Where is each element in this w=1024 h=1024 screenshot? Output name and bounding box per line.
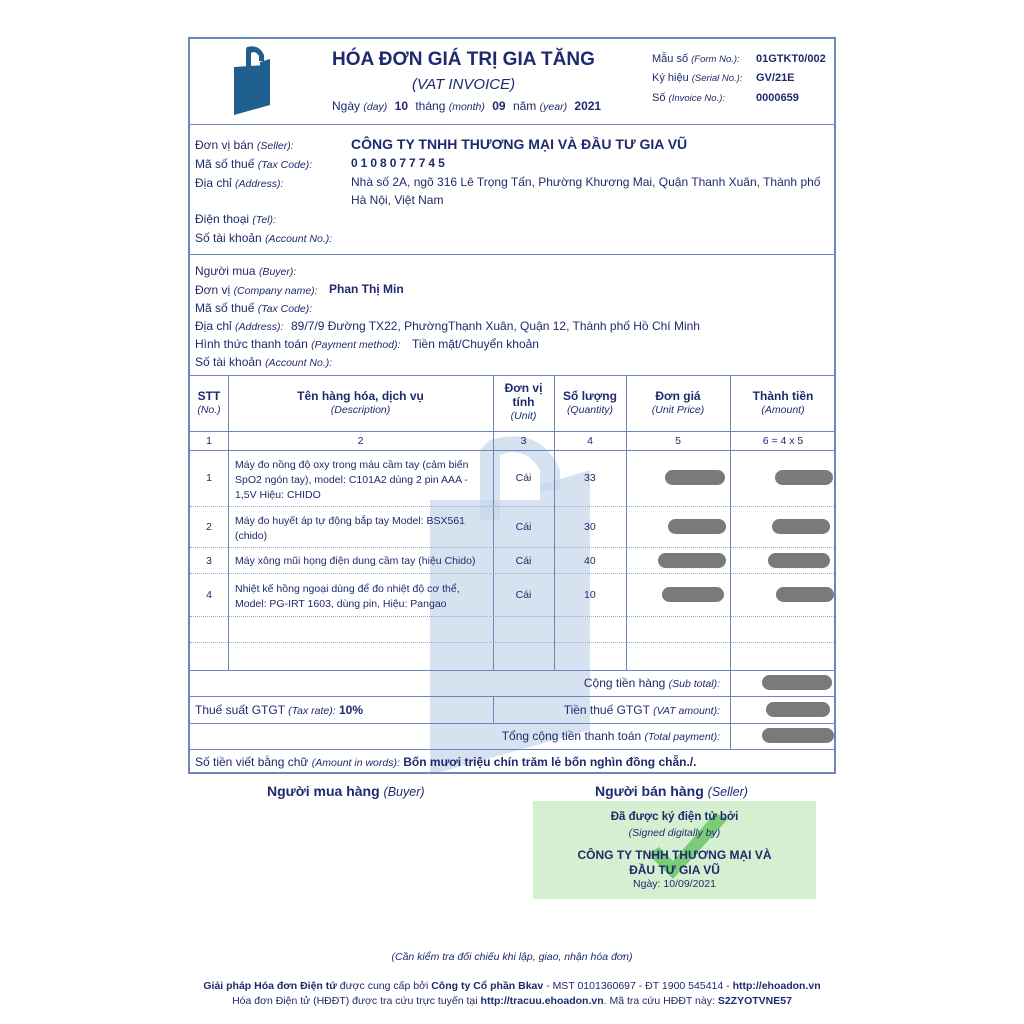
amount-in-words-row <box>190 750 834 774</box>
amount-in-words: Số tiền viết bằng chữ (Amount in words): Bốn mươi triệu chín trăm lẻ bốn nghìn đồng chẵn./. <box>195 755 697 769</box>
invoice-date: Ngày (day) 10 tháng (month) 09 năm (year) 2021 <box>332 99 602 113</box>
buyer-account-label: Số tài khoản (Account No.): <box>195 355 333 369</box>
buyer-signature-label: Người mua hàng (Buyer) <box>267 783 425 799</box>
buyer-address: 89/7/9 Đường TX22, PhườngThạnh Xuân, Quận 12, Thành phố Hồ Chí Minh <box>291 319 700 333</box>
vat-row <box>190 697 834 724</box>
redacted-subtotal <box>762 675 832 690</box>
redacted-amount <box>768 553 830 568</box>
buyer-address-label: Địa chỉ (Address): <box>195 319 284 333</box>
buyer-company-label: Đơn vị (Company name): <box>195 283 318 297</box>
subtotal-label: Cộng tiền hàng (Sub total): <box>583 676 720 690</box>
form-no: 01GTKT0/002 <box>756 53 826 65</box>
redacted-amount <box>772 519 830 534</box>
seller-name-label: Đơn vị bán (Seller): <box>195 138 294 152</box>
lookup-code: S2ZYOTVNE57 <box>717 995 792 1007</box>
footer-lookup-line: Hóa đơn Điện tử (HĐĐT) được tra cứu trực tuyến tại http://tracuu.ehoadon.vn. Mã tra cứu HĐĐT này: S2ZYOTVNE57 <box>232 995 792 1007</box>
seller-account-label: Số tài khoản (Account No.): <box>195 231 333 245</box>
seller-name: CÔNG TY TNHH THƯƠNG MẠI VÀ ĐẦU TƯ GIA VŨ <box>351 136 688 152</box>
row-unit: Cái <box>515 521 532 533</box>
header-quantity: Số lượng (Quantity) <box>563 389 617 416</box>
seller-signature-label: Người bán hàng (Seller) <box>595 783 748 799</box>
signer-name-2: ĐẦU TƯ GIA VŨ <box>629 863 720 877</box>
header-stt: STT (No.) <box>197 389 221 416</box>
signer-name-1: CÔNG TY TNHH THƯƠNG MẠI VÀ <box>577 848 772 862</box>
digital-signature-box <box>533 801 816 899</box>
header-amount: Thành tiền (Amount) <box>752 389 814 416</box>
redacted-price <box>658 553 726 568</box>
redacted-vat <box>766 702 830 717</box>
row-quantity: 40 <box>584 555 596 567</box>
redacted-total <box>762 728 834 743</box>
buyer-tax-label: Mã số thuế (Tax Code): <box>195 301 313 315</box>
seller-address-line1: Nhà số 2A, ngõ 316 Lê Trọng Tấn, Phường Khương Mai, Quận Thanh Xuân, Thành phố <box>351 175 821 189</box>
redacted-price <box>668 519 726 534</box>
buyer-label: Người mua (Buyer): <box>195 264 297 278</box>
tax-rate: 10% <box>338 703 363 717</box>
footer-provider-line: Giải pháp Hóa đơn Điện tử được cung cấp bởi Công ty Cổ phần Bkav - MST 0101360697 - ĐT 1900 545414 - http://ehoadon.vn <box>203 980 821 992</box>
row-stt: 4 <box>206 589 212 601</box>
redacted-amount <box>775 470 833 485</box>
seller-tax-label: Mã số thuế (Tax Code): <box>195 157 313 171</box>
header-unit-price: Đơn giá (Unit Price) <box>651 389 705 416</box>
row-quantity: 10 <box>584 589 596 601</box>
subtotal-row <box>190 671 834 697</box>
seller-tax-code: 0108077745 <box>351 156 448 170</box>
col-number-2: 2 <box>357 435 364 447</box>
vat-label: Tiền thuế GTGT (VAT amount): <box>563 703 720 717</box>
buyer-payment-label: Hình thức thanh toán (Payment method): <box>195 337 401 351</box>
row-stt: 3 <box>206 555 212 567</box>
row-quantity: 33 <box>584 472 596 484</box>
seller-address-line2: Hà Nội, Việt Nam <box>351 193 444 207</box>
invoice-title: HÓA ĐƠN GIÁ TRỊ GIA TĂNG <box>332 49 595 70</box>
col-number-6: 6 = 4 x 5 <box>762 435 804 447</box>
col-number-5: 5 <box>675 435 681 447</box>
row-quantity: 30 <box>584 521 596 533</box>
row-description: Nhiệt kế hồng ngoại dùng để đo nhiệt độ cơ thể, Model: PG-IRT 1603, dùng pin, Hiệu: Pangao <box>235 583 460 610</box>
tax-rate-label: Thuế suất GTGT (Tax rate): 10% <box>195 703 363 717</box>
row-description: Máy đo huyết áp tự động bắp tay Model: BSX561 (chido) <box>235 515 466 542</box>
total-label: Tổng cộng tiền thanh toán (Total payment): <box>501 729 720 743</box>
footer-note: (Cần kiểm tra đối chiếu khi lập, giao, nhận hóa đơn) <box>391 951 633 963</box>
invoice-frame <box>188 37 836 774</box>
invoice-header <box>190 39 834 125</box>
form-no-label: Mẫu số (Form No.): <box>652 53 740 65</box>
redacted-price <box>665 470 725 485</box>
header-description: Tên hàng hóa, dịch vụ (Description) <box>297 389 424 416</box>
row-unit: Cái <box>515 472 532 484</box>
row-stt: 1 <box>206 472 212 484</box>
total-row <box>190 724 834 750</box>
col-number-1: 1 <box>206 435 212 447</box>
signed-line: Đã được ký điện tử bởi <box>610 811 739 823</box>
invoice-subtitle: (VAT INVOICE) <box>412 76 516 93</box>
signed-date: Ngày: 10/09/2021 <box>633 878 716 890</box>
buyer-section <box>190 255 834 376</box>
seller-tel-label: Điện thoại (Tel): <box>195 212 276 226</box>
serial-no: GV/21E <box>756 72 795 84</box>
buyer-payment: Tiền mặt/Chuyển khoản <box>412 337 539 351</box>
ehoadon-link[interactable]: http://ehoadon.vn <box>732 980 821 992</box>
tracuu-link[interactable]: http://tracuu.ehoadon.vn <box>480 995 604 1007</box>
row-description: Máy xông mũi họng điện dung cầm tay (hiệu Chido) <box>235 555 476 567</box>
serial-label: Ký hiệu (Serial No.): <box>652 72 743 84</box>
invoice-no-label: Số (Invoice No.): <box>652 92 726 104</box>
items-table <box>190 376 834 671</box>
row-unit: Cái <box>515 555 532 567</box>
invoice-no: 0000659 <box>756 92 799 104</box>
seller-section <box>190 125 834 255</box>
header-unit: Đơn vị tính (Unit) <box>504 381 543 422</box>
signed-line-en: (Signed digitally by) <box>628 827 721 839</box>
buyer-company: Phan Thị Min <box>329 282 404 296</box>
row-stt: 2 <box>206 521 212 533</box>
col-number-3: 3 <box>520 435 527 447</box>
col-number-4: 4 <box>587 435 593 447</box>
company-logo <box>232 45 272 115</box>
row-unit: Cái <box>515 589 532 601</box>
row-description: Máy đo nồng độ oxy trong máu cầm tay (cảm biến SpO2 ngón tay), model: C101A2 dùng 2 pin AAA - 1,5V Hiệu: CHIDO <box>235 459 469 501</box>
seller-address-label: Địa chỉ (Address): <box>195 176 284 190</box>
redacted-price <box>662 587 724 602</box>
redacted-amount <box>776 587 834 602</box>
